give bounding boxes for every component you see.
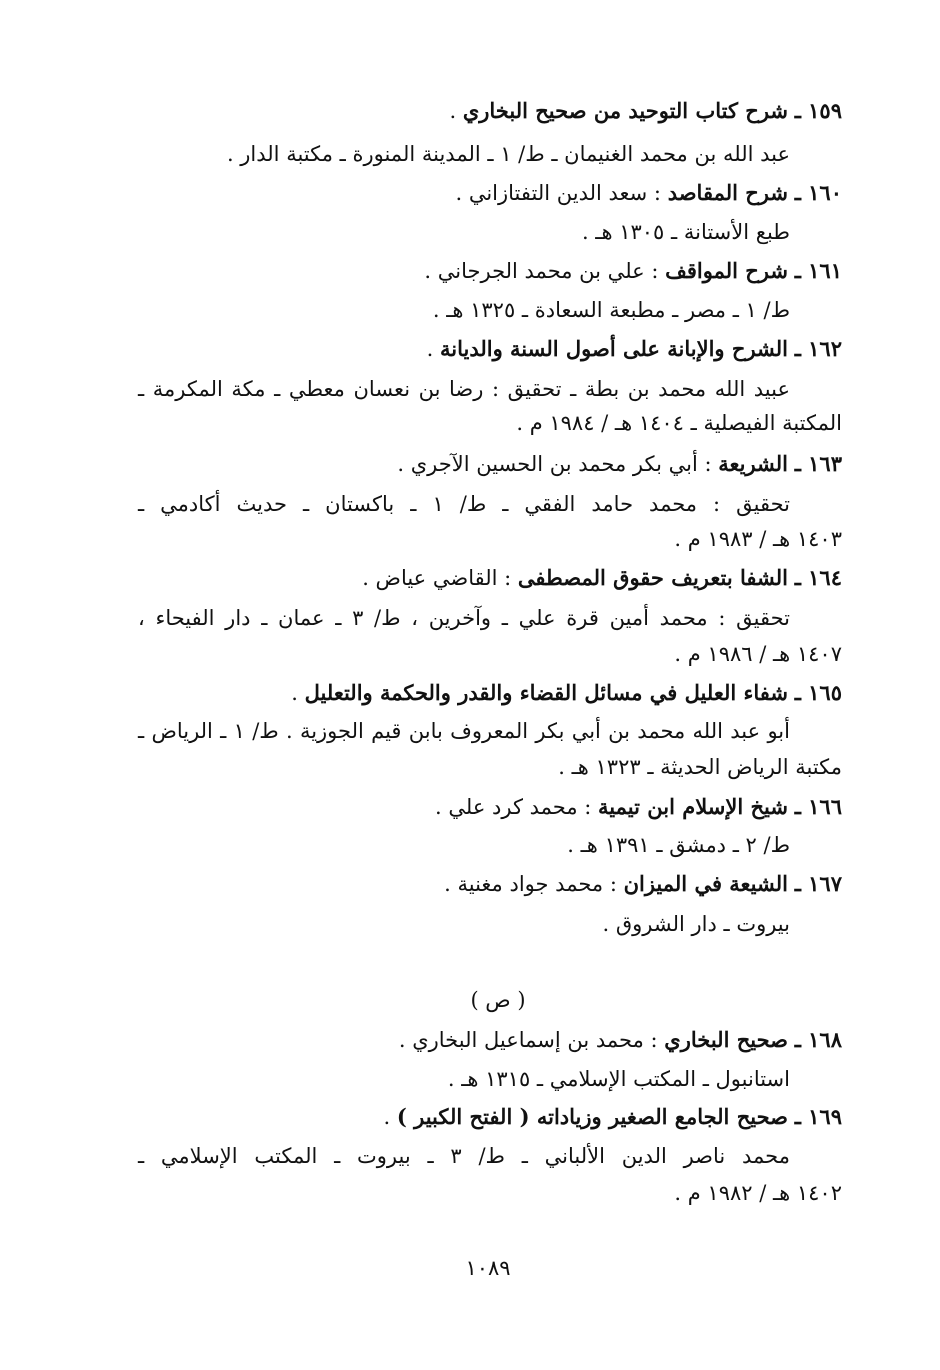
entry-title-line: ١٦٧ ـ الشيعة في الميزان : محمد جواد مغنية .	[444, 871, 842, 896]
entry-title-line: ١٦٩ ـ صحيح الجامع الصغير وزياداته ( الفتح الكبير ) .	[383, 1104, 842, 1129]
entry-title-line: ١٦٤ ـ الشفا بتعريف حقوق المصطفى : القاضي عياض .	[362, 565, 842, 590]
entry-title-line: ١٦٣ ـ الشريعة : أبي بكر محمد بن الحسين الآجري .	[397, 451, 842, 476]
entry-detail-line: طبع الأستانة ـ ١٣٠٥ هـ .	[581, 220, 790, 244]
entry-detail-line: ط/ ٢ ـ دمشق ـ ١٣٩١ هـ .	[567, 833, 790, 857]
entry-title-line: ١٥٩ ـ شرح كتاب التوحيد من صحيح البخاري .	[449, 98, 842, 123]
entry-title-line: ١٦٦ ـ شيخ الإسلام ابن تيمية : محمد كرد علي .	[435, 794, 842, 819]
entry-detail-line: ١٤٠٣ هـ / ١٩٨٣ م .	[674, 527, 842, 551]
entry-detail-line: ط/ ١ ـ مصر ـ مطبعة السعادة ـ ١٣٢٥ هـ .	[432, 298, 790, 322]
entry-detail-line: أبو عبد الله محمد بن أبي بكر المعروف بابن قيم الجوزية . ط/ ١ ـ الرياض ـ	[138, 719, 790, 743]
entry-detail-line: بيروت ـ دار الشروق .	[602, 912, 790, 936]
entry-detail-line: تحقيق : محمد حامد الفقي ـ ط/ ١ ـ باكستان ـ حديث أكادمي ـ	[138, 492, 790, 516]
entry-title-line: ١٦٥ ـ شفاء العليل في مسائل القضاء والقدر والحكمة والتعليل .	[291, 680, 842, 705]
entry-detail-line: ١٤٠٧ هـ / ١٩٨٦ م .	[674, 642, 842, 666]
entry-detail-line: محمد ناصر الدين الألباني ـ ط/ ٣ ـ بيروت ـ المكتب الإسلامي ـ	[138, 1144, 790, 1168]
entry-title-line: ١٦٢ ـ الشرح والإبانة على أصول السنة والديانة .	[426, 336, 842, 361]
entry-detail-line: مكتبة الرياض الحديثة ـ ١٣٢٣ هـ .	[558, 755, 842, 779]
entry-detail-line: المكتبة الفيصلية ـ ١٤٠٤ هـ / ١٩٨٤ م .	[516, 411, 842, 435]
entry-detail-line: استانبول ـ المكتب الإسلامي ـ ١٣١٥ هـ .	[447, 1067, 790, 1091]
section-heading: ( ص )	[470, 988, 526, 1012]
entry-title-line: ١٦٨ ـ صحيح البخاري : محمد بن إسماعيل البخاري .	[398, 1027, 842, 1052]
entry-title-line: ١٦١ ـ شرح المواقف : علي بن محمد الجرجاني .	[424, 258, 842, 283]
entry-title-line: ١٦٠ ـ شرح المقاصد : سعد الدين التفتازاني .	[455, 180, 842, 205]
entry-detail-line: عبد الله بن محمد الغنيمان ـ ط/ ١ ـ المدينة المنورة ـ مكتبة الدار .	[226, 142, 790, 166]
page-number: ١٠٨٩	[465, 1256, 511, 1280]
entry-detail-line: تحقيق : محمد أمين قرة علي ـ وآخرين ، ط/ ٣ ـ عمان ـ دار الفيحاء ،	[138, 606, 790, 630]
entry-detail-line: عبيد الله محمد بن بطة ـ تحقيق : رضا بن نعسان معطي ـ مكة المكرمة ـ	[138, 377, 790, 401]
entry-detail-line: ١٤٠٢ هـ / ١٩٨٢ م .	[674, 1181, 842, 1205]
